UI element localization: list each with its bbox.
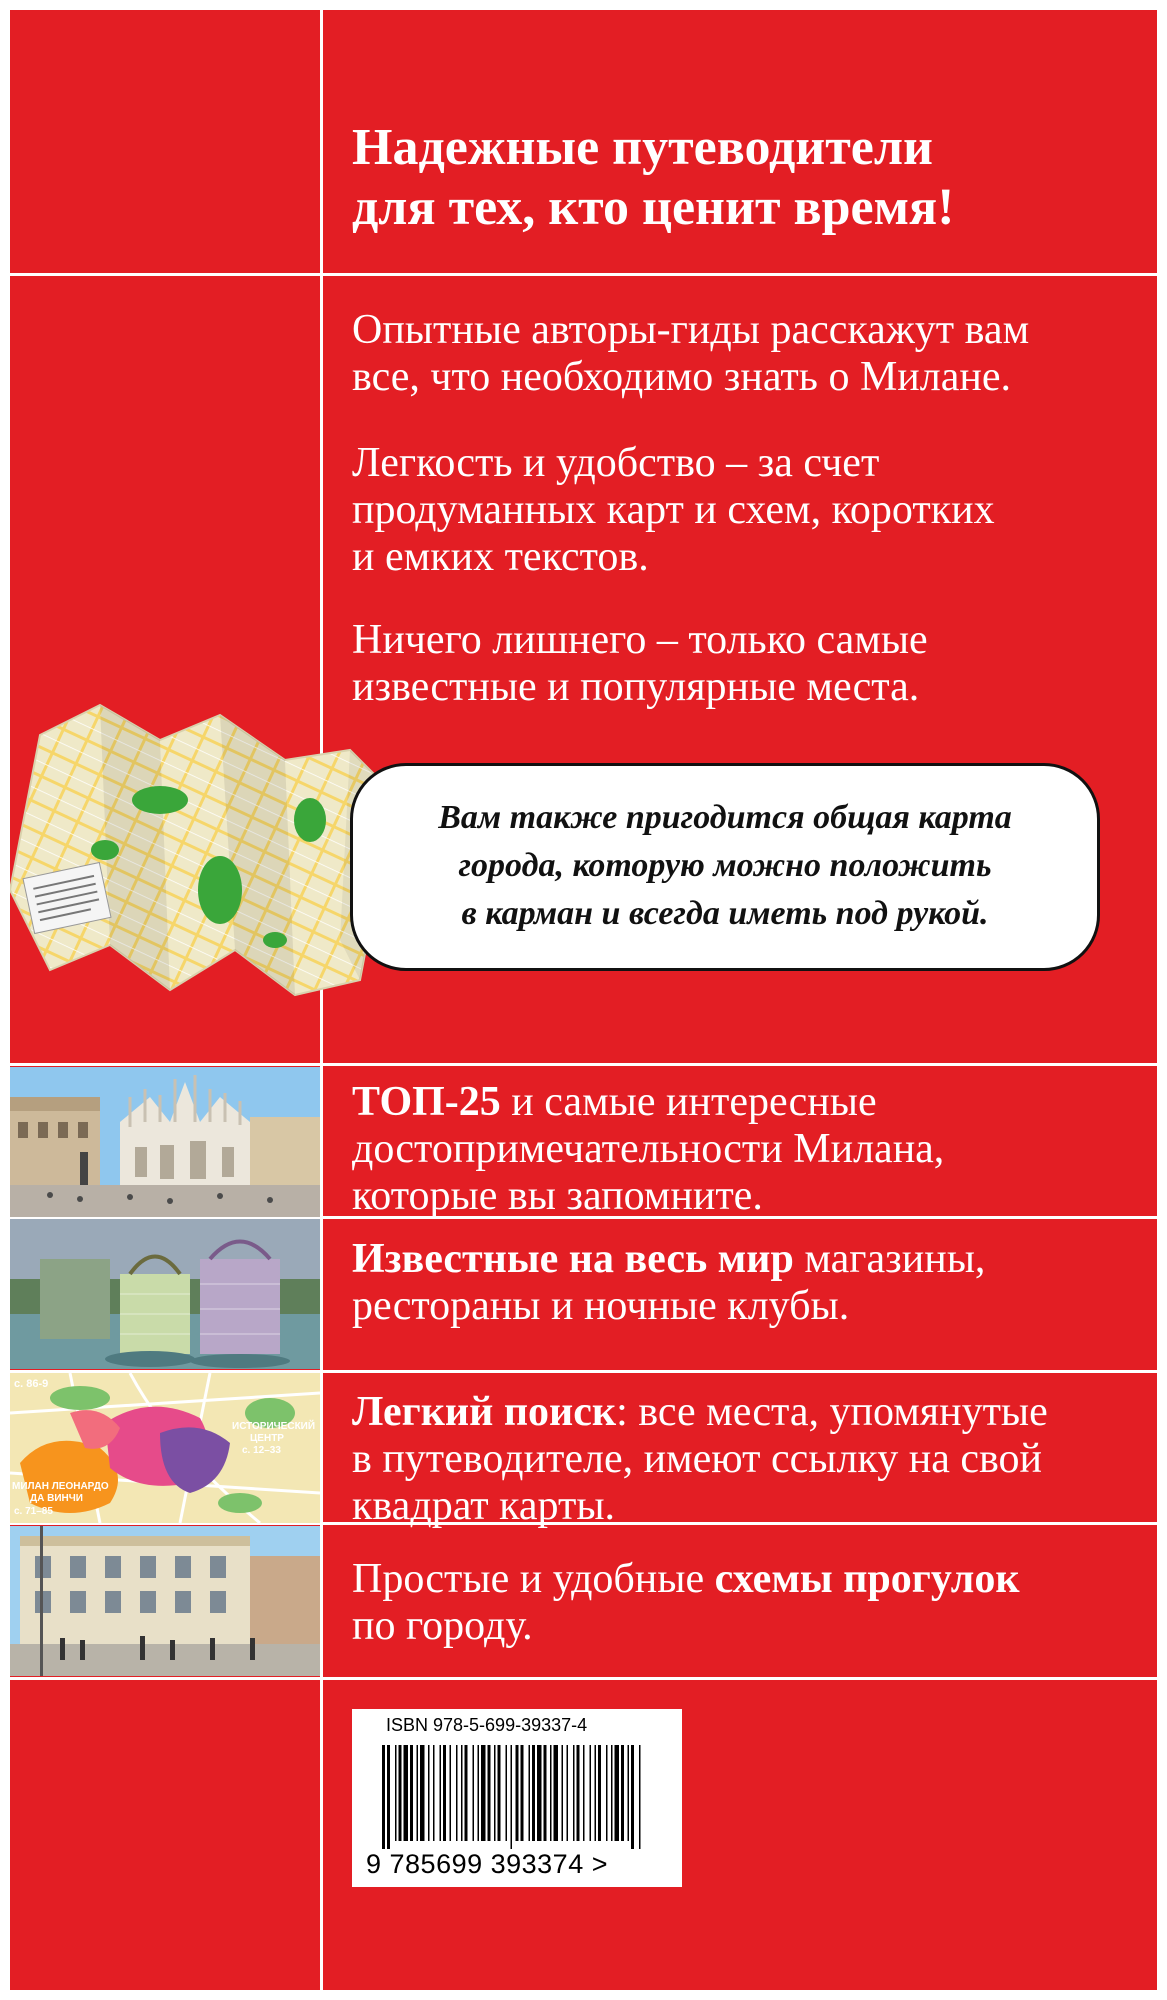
barcode-bar	[478, 1745, 480, 1841]
shop-bags-photo	[10, 1219, 320, 1369]
barcode-bar	[395, 1745, 397, 1841]
isbn-digits: 9 785699 393374 >	[366, 1849, 608, 1879]
feature-top25-line-2: достопримечательности Милана,	[352, 1126, 945, 1172]
intro-p2-line-1: Легкость и удобство – за счет	[352, 440, 880, 486]
feature-search-line-2: в путеводителе, имеют ссылку на свой	[352, 1436, 1043, 1482]
divider-6	[10, 1677, 1157, 1680]
feature-shops	[352, 1236, 985, 1330]
barcode-bar	[621, 1745, 624, 1841]
barcode-bar	[583, 1745, 585, 1841]
barcode-bar	[433, 1745, 435, 1841]
barcode-bar	[488, 1745, 491, 1841]
feature-search-line-1	[352, 1389, 1048, 1436]
barcode-bar	[382, 1745, 385, 1849]
feature-walks-line-1	[352, 1556, 1020, 1603]
barcode-bar	[532, 1745, 535, 1841]
duomo-photo	[10, 1067, 320, 1217]
intro-p3-line-1: Ничего лишнего – только самые	[352, 617, 928, 663]
map-corner-label: с. 86-9	[14, 1378, 49, 1390]
feature-shops-line-2: рестораны и ночные клубы.	[352, 1283, 850, 1329]
barcode-bar	[417, 1745, 419, 1841]
intro-p2-line-3: и емких текстов.	[352, 534, 649, 580]
barcode-bar	[639, 1745, 641, 1849]
barcode-bar	[506, 1745, 508, 1841]
barcode-bar	[573, 1745, 575, 1841]
feature-top25	[352, 1079, 944, 1220]
folded-city-map-illustration	[10, 690, 400, 1020]
feature-walks-bold: схемы прогулок	[714, 1556, 1020, 1602]
barcode-bar	[529, 1745, 531, 1841]
callout-bubble	[350, 763, 1100, 971]
barcode-bar	[628, 1745, 630, 1841]
callout-text	[383, 794, 1067, 938]
feature-walks	[352, 1556, 1020, 1650]
barcode-bar	[511, 1745, 513, 1849]
feature-search	[352, 1389, 1048, 1530]
feature-walks-pre: Простые и удобные	[352, 1556, 715, 1602]
barcode-bar	[631, 1745, 634, 1849]
map-center-title: ИСТОРИЧЕСКИЙ	[232, 1421, 316, 1432]
intro-p1-line-2: все, что необходимо знать о Милане.	[352, 354, 1011, 400]
intro-paragraph-1	[352, 307, 1029, 401]
feature-search-rest: : все места, упомянутые	[616, 1389, 1048, 1435]
barcode-bar	[550, 1745, 552, 1841]
barcode-bar	[611, 1745, 613, 1841]
feature-shops-line-1	[352, 1236, 985, 1283]
barcode-bar	[404, 1745, 409, 1841]
barcode-bar	[498, 1745, 501, 1841]
barcode-bar	[598, 1745, 601, 1841]
barcode-bar	[590, 1745, 592, 1841]
barcode-bar	[595, 1745, 597, 1841]
barcode-bar	[450, 1745, 452, 1841]
feature-shops-rest: магазины,	[793, 1236, 986, 1282]
title-line-2: для тех, кто ценит время!	[352, 179, 955, 236]
barcode-bar	[410, 1745, 413, 1841]
map-left-title: МИЛАН ЛЕОНАРДО	[12, 1481, 109, 1492]
cover-title	[352, 118, 954, 238]
barcode-bar	[516, 1745, 519, 1841]
barcode-bar	[440, 1745, 442, 1841]
barcode-bar	[399, 1745, 402, 1841]
isbn-barcode-box	[352, 1709, 682, 1887]
barcode-bar	[567, 1745, 569, 1841]
feature-shops-bold: Известные на весь мир	[352, 1236, 794, 1282]
barcode	[380, 1745, 650, 1849]
la-scala-photo	[10, 1526, 320, 1676]
divider-1	[10, 273, 1157, 276]
callout-line-3: в карман и всегда иметь под рукой.	[461, 895, 989, 932]
feature-top25-bold: ТОП-25	[352, 1079, 501, 1125]
map-center-pages: с. 12–33	[242, 1445, 281, 1456]
barcode-bar	[387, 1745, 390, 1849]
feature-walks-line-2: по городу.	[352, 1603, 533, 1649]
barcode-bar	[443, 1745, 446, 1841]
barcode-bar	[481, 1745, 486, 1841]
barcode-bar	[562, 1745, 564, 1841]
map-left-pages: с. 71–85	[14, 1506, 53, 1517]
callout-line-1: Вам также пригодится общая карта	[438, 799, 1012, 836]
feature-top25-line-1	[352, 1079, 944, 1126]
barcode-bar	[428, 1745, 430, 1841]
barcode-bar	[606, 1745, 608, 1841]
barcode-bar	[577, 1745, 580, 1841]
barcode-bar	[473, 1745, 475, 1841]
intro-p3-line-2: известные и популярные места.	[352, 664, 920, 710]
barcode-bar	[494, 1745, 496, 1841]
district-map-thumbnail	[10, 1373, 320, 1523]
isbn-label: ISBN 978-5-699-39337-4	[386, 1715, 588, 1735]
feature-search-line-3: квадрат карты.	[352, 1483, 616, 1529]
barcode-bar	[554, 1745, 559, 1841]
intro-paragraph-2	[352, 440, 995, 581]
barcode-bar	[465, 1745, 468, 1841]
title-line-1: Надежные путеводители	[352, 119, 934, 176]
barcode-bar	[537, 1745, 542, 1841]
divider-2	[10, 1063, 1157, 1066]
intro-paragraph-3	[352, 617, 928, 711]
callout-line-2: города, которую можно положить	[458, 847, 992, 884]
intro-p1-line-1: Опытные авторы-гиды расскажут вам	[352, 307, 1030, 353]
barcode-bar	[456, 1745, 458, 1841]
feature-top25-rest: и самые интересные	[500, 1079, 877, 1125]
map-left-title-2: ДА ВИНЧИ	[30, 1493, 83, 1504]
feature-top25-line-3: которые вы запомните.	[352, 1173, 763, 1219]
barcode-bar	[420, 1745, 425, 1841]
map-center-title-2: ЦЕНТР	[250, 1433, 284, 1444]
feature-search-bold: Легкий поиск	[352, 1389, 617, 1435]
barcode-bar	[544, 1745, 547, 1841]
barcode-bar	[615, 1745, 620, 1841]
barcode-bar	[461, 1745, 463, 1841]
barcode-bar	[521, 1745, 524, 1841]
intro-p2-line-2: продуманных карт и схем, коротких	[352, 487, 995, 533]
